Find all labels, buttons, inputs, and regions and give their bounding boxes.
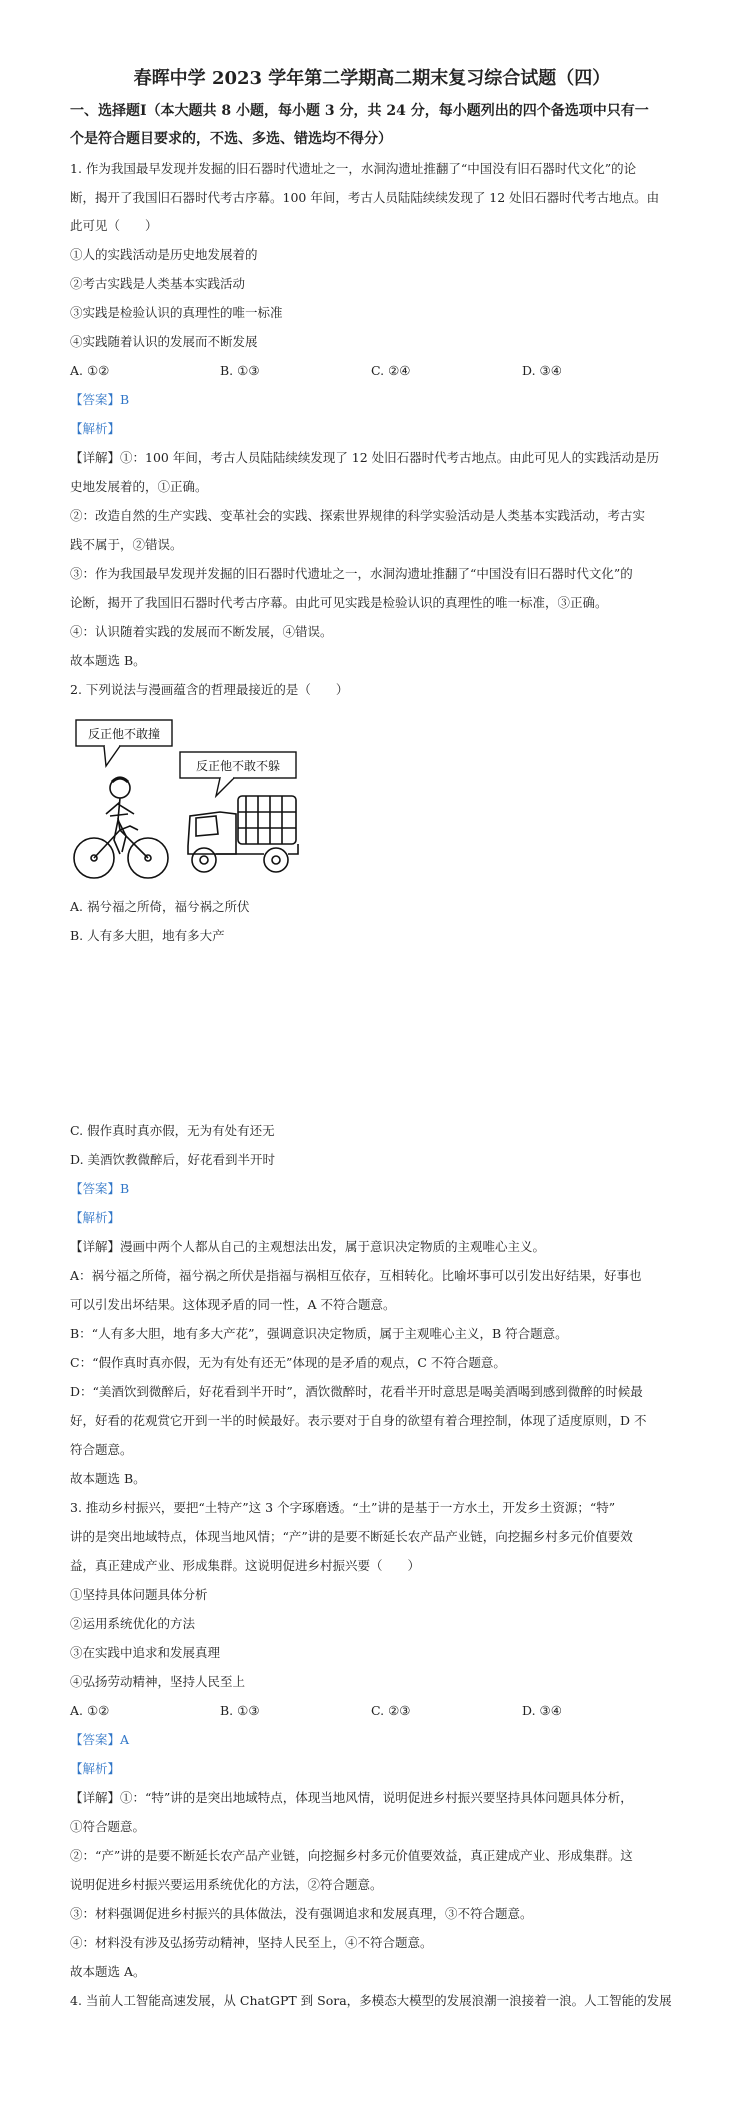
q2-detail-line: D：“美酒饮到微醉后，好花看到半开时”，酒饮微醉时，花看半开时意思是喝美酒喝到感到微醉的时候最 <box>70 1384 643 1399</box>
q3-item: ①坚持具体问题具体分析 <box>70 1587 208 1602</box>
q1-detail-line: 践不属于，②错误。 <box>70 537 183 552</box>
q2-answer: 【答案】B <box>70 1181 130 1196</box>
q3-detail-line: ④：材料没有涉及弘扬劳动精神，坚持人民至上，④不符合题意。 <box>70 1935 433 1950</box>
q1-item: ②考古实践是人类基本实践活动 <box>70 276 246 291</box>
q2-detail-line: 可以引发出坏结果。这体现矛盾的同一性，A 不符合题意。 <box>70 1297 396 1312</box>
q1-option-a: A. ①② <box>70 363 110 378</box>
q2-option-c: C. 假作真时真亦假，无为有处有还无 <box>70 1123 275 1138</box>
q2-stem: 2. 下列说法与漫画蕴含的哲理最接近的是（ ） <box>70 682 349 697</box>
q3-option-b: B. ①③ <box>220 1703 260 1718</box>
comic-bubble-right-text: 反正他不敢不躲 <box>195 759 281 773</box>
q2-detail-line: 好，好看的花观赏它开到一半的时候最好。表示要对于自身的欲望有着合理控制，体现了适度原则，D 不 <box>70 1413 647 1428</box>
section-heading-line-1: 一、选择题Ⅰ（本大题共 8 小题，每小题 3 分，共 24 分，每小题列出的四个备选项中只有一 <box>70 103 649 119</box>
q3-answer: 【答案】A <box>70 1732 130 1747</box>
q3-item: ③在实践中追求和发展真理 <box>70 1645 221 1660</box>
q1-detail-line: 故本题选 B。 <box>70 653 146 668</box>
q2-option-a: A. 祸兮福之所倚，福兮祸之所伏 <box>70 899 250 914</box>
comic-truck <box>188 796 298 872</box>
q3-option-c: C. ②③ <box>371 1703 411 1718</box>
q3-stem-line: 讲的是突出地域特点，体现当地风情；“产”讲的是要不断延长农产品产业链，向挖掘乡村多元价值要效 <box>70 1529 633 1544</box>
q3-detail-line: ②：“产”讲的是要不断延长农产品产业链，向挖掘乡村多元价值要效益，真正建成产业、形成集群。这 <box>70 1848 633 1863</box>
q1-detail-line: 史地发展着的，①正确。 <box>70 479 208 494</box>
comic-bubble-right <box>180 752 296 796</box>
q1-stem-line: 1. 作为我国最早发现并发掘的旧石器时代遗址之一，水洞沟遗址推翻了“中国没有旧石器时代文化”的论 <box>70 161 637 176</box>
section-heading-line-2: 个是符合题目要求的，不选、多选、错选均不得分） <box>70 131 392 147</box>
q2-detail-line: 【详解】漫画中两个人都从自己的主观想法出发，属于意识决定物质的主观唯心主义。 <box>70 1239 546 1254</box>
q2-detail-line: 符合题意。 <box>70 1442 133 1457</box>
q2-comic-image <box>70 718 306 884</box>
q4-stem: 4. 当前人工智能高速发展，从 ChatGPT 到 Sora，多模态大模型的发展浪潮一浪接着一浪。人工智能的发展 <box>70 1993 672 2008</box>
q3-item: ②运用系统优化的方法 <box>70 1616 196 1631</box>
q2-detail-line: C：“假作真时真亦假，无为有处有还无”体现的是矛盾的观点，C 不符合题意。 <box>70 1355 506 1370</box>
q3-analysis-label: 【解析】 <box>70 1761 121 1776</box>
q3-detail-line: 说明促进乡村振兴要运用系统优化的方法，②符合题意。 <box>70 1877 383 1892</box>
q3-detail-line: 故本题选 A。 <box>70 1964 146 1979</box>
q1-detail-line: 【详解】①：100 年间，考古人员陆陆续续发现了 12 处旧石器时代考古地点。由此可见人的实践活动是历 <box>70 450 660 465</box>
q3-detail-line: ①符合题意。 <box>70 1819 146 1834</box>
q1-item: ③实践是检验认识的真理性的唯一标准 <box>70 305 283 320</box>
q1-detail-line: ②：改造自然的生产实践、变革社会的实践、探索世界规律的科学实验活动是人类基本实践活动，考古实 <box>70 508 646 523</box>
q2-detail-line: B：“人有多大胆，地有多大产花”，强调意识决定物质，属于主观唯心主义，B 符合题意。 <box>70 1326 568 1341</box>
q3-detail-line: ③：材料强调促进乡村振兴的具体做法，没有强调追求和发展真理，③不符合题意。 <box>70 1906 533 1921</box>
comic-bubble-left-text: 反正他不敢撞 <box>87 727 161 741</box>
comic-cyclist <box>74 778 168 878</box>
q1-option-b: B. ①③ <box>220 363 260 378</box>
q3-option-a: A. ①② <box>70 1703 110 1718</box>
q1-stem-line: 此可见（ ） <box>70 218 158 233</box>
q2-option-d: D. 美酒饮教微醉后，好花看到半开时 <box>70 1152 276 1167</box>
q1-detail-line: 论断，揭开了我国旧石器时代考古序幕。由此可见实践是检验认识的真理性的唯一标准，③正确。 <box>70 595 608 610</box>
comic-bubble-left <box>76 720 172 766</box>
q2-option-b: B. 人有多大胆，地有多大产 <box>70 928 225 943</box>
q2-detail-line: 故本题选 B。 <box>70 1471 146 1486</box>
q3-stem-line: 3. 推动乡村振兴，要把“土特产”这 3 个字琢磨透。“土”讲的是基于一方水土，开发乡土资源；“特” <box>70 1500 616 1515</box>
q1-detail-line: ③：作为我国最早发现并发掘的旧石器时代遗址之一，水洞沟遗址推翻了“中国没有旧石器时代文化”的 <box>70 566 633 581</box>
q1-answer: 【答案】B <box>70 392 130 407</box>
q3-option-d: D. ③④ <box>522 1703 562 1718</box>
q3-stem-line: 益，真正建成产业、形成集群。这说明促进乡村振兴要（ ） <box>70 1558 421 1573</box>
q1-item: ①人的实践活动是历史地发展着的 <box>70 247 258 262</box>
q3-detail-line: 【详解】①：“特”讲的是突出地域特点，体现当地风情，说明促进乡村振兴要坚持具体问题具体分析， <box>70 1790 633 1805</box>
q1-detail-line: ④：认识随着实践的发展而不断发展，④错误。 <box>70 624 333 639</box>
q1-option-c: C. ②④ <box>371 363 411 378</box>
page-title: 春晖中学 2023 学年第二学期高二期末复习综合试题（四） <box>133 68 611 89</box>
q1-analysis-label: 【解析】 <box>70 421 121 436</box>
q2-analysis-label: 【解析】 <box>70 1210 121 1225</box>
q2-detail-line: A：祸兮福之所倚，福兮祸之所伏是指福与祸相互依存，互相转化。比喻坏事可以引发出好结果，好事也 <box>70 1268 642 1283</box>
q1-option-d: D. ③④ <box>522 363 562 378</box>
q3-item: ④弘扬劳动精神，坚持人民至上 <box>70 1674 246 1689</box>
q1-item: ④实践随着认识的发展而不断发展 <box>70 334 258 349</box>
q1-stem-line: 断，揭开了我国旧石器时代考古序幕。100 年间，考古人员陆陆续续发现了 12 处旧石器时代考古地点。由 <box>70 190 660 205</box>
